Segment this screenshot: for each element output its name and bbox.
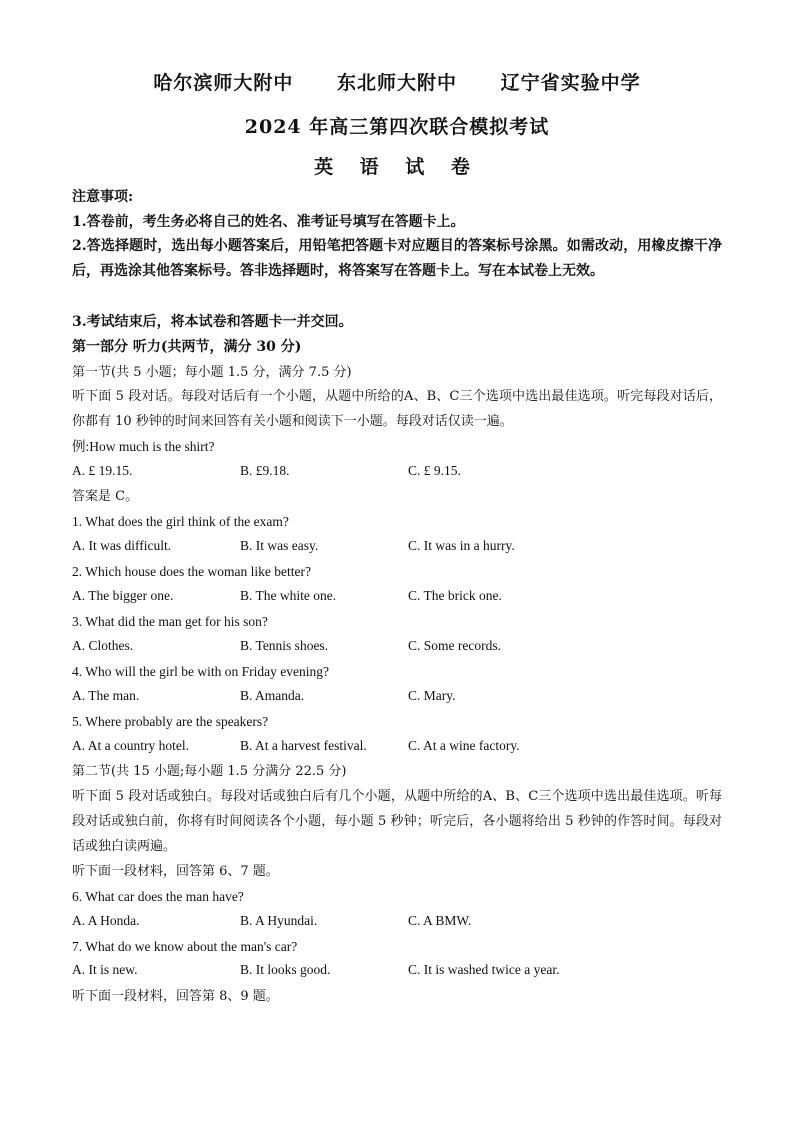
q3-option-c: C. Some records. — [408, 638, 501, 653]
material-6-7: 听下面一段材料，回答第 6、7 题。 — [72, 864, 279, 879]
q2-option-b: B. The white one. — [240, 588, 337, 603]
q7-option-c: C. It is washed twice a year. — [408, 962, 560, 977]
question-3: 3. What did the man get for his son? — [72, 614, 268, 629]
question-4: 4. Who will the girl be with on Friday evening? — [72, 664, 329, 679]
q6-option-b: B. A Hyundai. — [240, 913, 318, 928]
q7-option-b: B. It looks good. — [240, 962, 331, 977]
material-8-9: 听下面一段材料，回答第 8、9 题。 — [72, 989, 279, 1004]
section2-instructions: 听下面 5 段对话或独白。每段对话或独白后有几个小题，从题中所给的A、B、C三个选项中选出最佳选项。听每段对话或独白前，你将有时间阅读各个小题，每小题 5 秒钟；听完后，各小题将给出 5 秒钟的作答时间。每段对话或独白读两遍。 — [72, 789, 722, 854]
q4-option-c: C. Mary. — [408, 688, 456, 703]
question-5: 5. Where probably are the speakers? — [72, 714, 269, 729]
notice-item-1: 1.答卷前，考生务必将自己的姓名、准考证号填写在答题卡上。 — [72, 214, 465, 230]
q5-option-a: A. At a country hotel. — [72, 738, 189, 753]
q2-option-a: A. The bigger one. — [72, 588, 174, 603]
q6-option-c: C. A BMW. — [408, 913, 472, 928]
section1-instructions: 听下面 5 段对话。每段对话后有一个小题，从题中所给的A、B、C三个选项中选出最佳选项。听完每段对话后，你都有 10 秒钟的时间来回答有关小题和阅读下一小题。每段对话仅读一遍。 — [72, 389, 722, 429]
example-option-b: B. £9.18. — [240, 463, 290, 478]
school-1: 哈尔滨师大附中 — [153, 72, 294, 94]
question-1: 1. What does the girl think of the exam? — [72, 514, 289, 529]
q1-option-b: B. It was easy. — [240, 538, 319, 553]
exam-title: 2024 年高三第四次联合模拟考试 — [244, 116, 550, 138]
q6-option-a: A. A Honda. — [72, 913, 140, 928]
q1-option-a: A. It was difficult. — [72, 538, 172, 553]
q1-option-c: C. It was in a hurry. — [408, 538, 515, 553]
question-7: 7. What do we know about the man's car? — [72, 939, 298, 954]
q7-option-a: A. It is new. — [72, 962, 138, 977]
q3-option-a: A. Clothes. — [72, 638, 134, 653]
q5-option-b: B. At a harvest festival. — [240, 738, 367, 753]
section2-heading: 第二节(共 15 小题;每小题 1.5 分满分 22.5 分) — [72, 764, 347, 779]
question-6: 6. What car does the man have? — [72, 889, 244, 904]
example-option-a: A. £ 19.15. — [72, 463, 133, 478]
q4-option-a: A. The man. — [72, 688, 140, 703]
school-names — [0, 68, 794, 95]
example-answer: 答案是 C。 — [72, 489, 139, 504]
notice-heading: 注意事项: — [72, 189, 134, 205]
school-2: 东北师大附中 — [336, 72, 457, 94]
question-2: 2. Which house does the woman like better? — [72, 564, 311, 579]
example-question: 例:How much is the shirt? — [72, 439, 215, 454]
part1-heading: 第一部分 听力(共两节，满分 30 分) — [72, 339, 302, 355]
q5-option-c: C. At a wine factory. — [408, 738, 520, 753]
q2-option-c: C. The brick one. — [408, 588, 502, 603]
q3-option-b: B. Tennis shoes. — [240, 638, 329, 653]
school-3: 辽宁省实验中学 — [500, 72, 641, 94]
example-option-c: C. £ 9.15. — [408, 463, 461, 478]
subject-title: 英 语 试 卷 — [314, 156, 480, 178]
notice-item-3: 3.考试结束后，将本试卷和答题卡一并交回。 — [72, 314, 353, 330]
notice-item-2: 2.答选择题时，选出每小题答案后，用铅笔把答题卡对应题目的答案标号涂黑。如需改动，用橡皮擦干净后，再选涂其他答案标号。答非选择题时，将答案写在答题卡上。写在本试卷上无效。 — [72, 238, 722, 279]
section1-heading: 第一节(共 5 小题；每小题 1.5 分，满分 7.5 分) — [72, 365, 352, 380]
q4-option-b: B. Amanda. — [240, 688, 305, 703]
